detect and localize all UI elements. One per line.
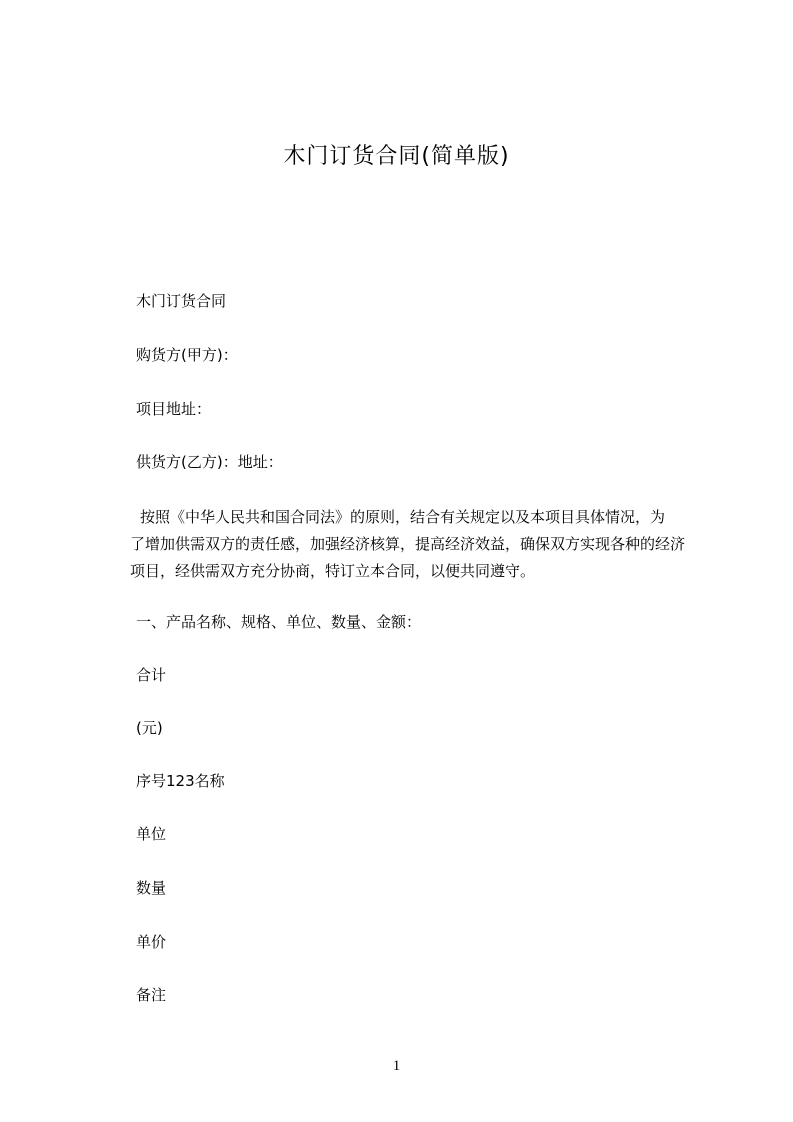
table-cell-unit-price: 单价 [136, 933, 167, 951]
table-cell-remarks: 备注 [136, 986, 167, 1004]
table-cell-total: 合计 [136, 666, 167, 684]
page-number: 1 [392, 1058, 401, 1074]
document-title: 木门订货合同(简单版) [283, 144, 510, 169]
table-cell-yuan: (元) [136, 719, 163, 737]
buyer-line: 购货方(甲方)： [136, 346, 238, 364]
table-cell-serial-name: 序号123名称 [136, 772, 225, 790]
project-address-line: 项目地址： [136, 400, 212, 418]
preamble-paragraph [130, 504, 716, 585]
table-cell-quantity: 数量 [136, 879, 167, 897]
supplier-line: 供货方(乙方)：地址： [136, 453, 283, 471]
contract-heading: 木门订货合同 [136, 292, 227, 310]
section-heading: 一、产品名称、规格、单位、数量、金额： [136, 613, 422, 631]
paragraph-line: 项目，经供需双方充分协商，特订立本合同，以便共同遵守。 [130, 562, 536, 580]
paragraph-line: 了增加供需双方的责任感，加强经济核算，提高经济效益，确保双方实现各种的经济 [130, 535, 686, 553]
table-cell-unit: 单位 [136, 825, 167, 843]
paragraph-line: 按照《中华人民共和国合同法》的原则，结合有关规定以及本项目具体情况，为 [140, 508, 666, 526]
